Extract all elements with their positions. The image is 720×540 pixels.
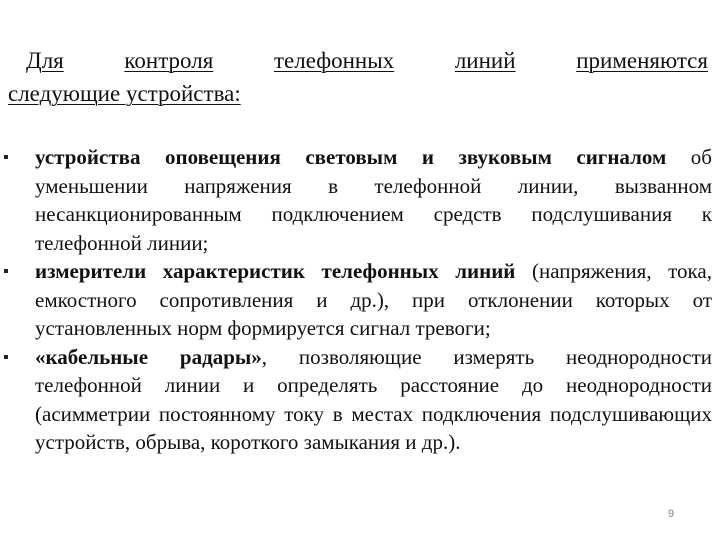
intro-paragraph (8, 44, 708, 110)
bullet-list (0, 143, 720, 457)
intro-word: Для (26, 48, 64, 73)
bullet-text: (напряжения, тока, емкостного сопротивления и др.), при отклонении которых от установленных норм формируется сигнал тревоги; (35, 259, 712, 340)
intro-line-2 (8, 77, 708, 110)
intro-line-2-text: следующие устройства: (8, 81, 241, 106)
list-item (0, 143, 720, 257)
bullet-term: устройства оповещения световым и звуковым сигналом (35, 145, 667, 169)
bullet-marker-icon (4, 269, 8, 273)
bullet-marker-icon (4, 155, 8, 159)
intro-word: линий (454, 48, 516, 73)
intro-line-1 (8, 44, 708, 77)
bullet-text: , позволяющие измерять неоднородности телефонной линии и определять расстояние до неоднородности (асимметрии постоянному току в местах подключения подслушивающих устройств, обрыва, короткого замыкания и др.). (35, 344, 712, 454)
intro-word: применяются (576, 48, 708, 73)
page-number: 9 (668, 508, 675, 520)
bullet-marker-icon (4, 355, 8, 359)
list-item (0, 257, 720, 343)
bullet-term: «кабельные радары» (35, 344, 262, 369)
bullet-text: об уменьшении напряжения в телефонной линии, вызванном несанкционированным подключением средств подслушивания к телефонной линии; (35, 145, 712, 255)
list-item (0, 343, 720, 457)
intro-word: контроля (124, 48, 214, 73)
bullet-term: измерители характеристик телефонных линий (35, 259, 516, 283)
intro-word: телефонных (273, 48, 395, 73)
